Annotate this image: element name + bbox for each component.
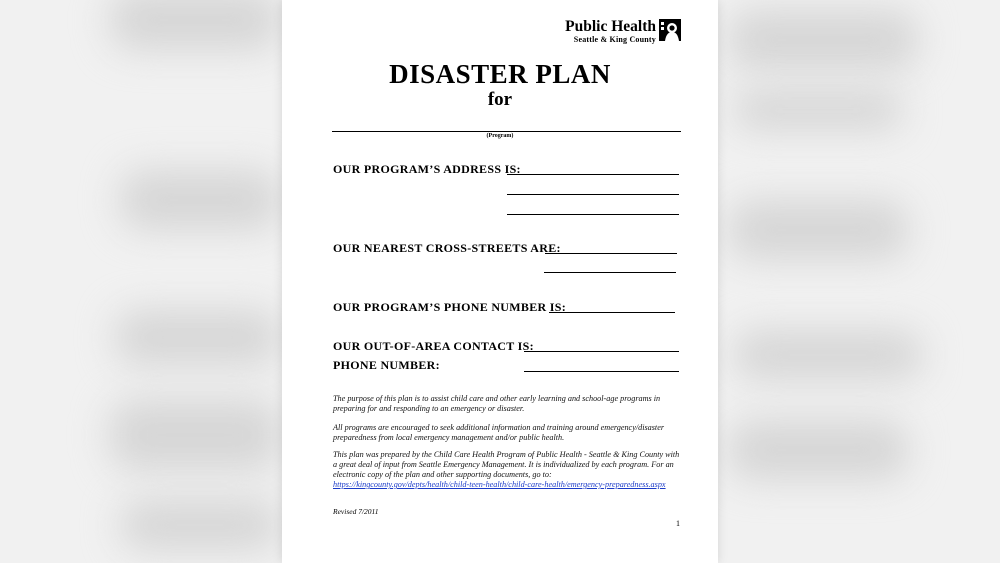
cross-streets-line-1[interactable]: [545, 253, 677, 254]
phone-line[interactable]: [549, 312, 675, 313]
contact-label: OUR OUT-OF-AREA CONTACT IS:: [333, 339, 534, 353]
document-page: [282, 0, 718, 563]
address-line-1[interactable]: [507, 174, 679, 175]
prepared-paragraph: [333, 450, 683, 490]
contact-phone-line[interactable]: [524, 371, 679, 372]
cross-streets-line-2[interactable]: [544, 272, 676, 273]
contact-phone-label: PHONE NUMBER:: [333, 358, 440, 372]
public-health-logo: [565, 19, 681, 45]
purpose-paragraph: The purpose of this plan is to assist child care and other early learning and school-age programs in preparing for and responding to an emergency or disaster.: [333, 394, 661, 413]
program-name-line[interactable]: [332, 131, 681, 132]
document-title: DISASTER PLAN: [389, 59, 611, 89]
address-line-2[interactable]: [507, 194, 679, 195]
background-left: [0, 0, 282, 563]
encourage-paragraph: All programs are encouraged to seek additional information and training around emergency/disaster preparedness from local emergency management and/or public health.: [333, 423, 665, 442]
page-number: 1: [676, 519, 680, 528]
address-label: OUR PROGRAM’S ADDRESS IS:: [333, 162, 521, 176]
phone-label: OUR PROGRAM’S PHONE NUMBER IS:: [333, 300, 566, 314]
king-county-logo-icon: [659, 19, 681, 41]
program-caption: (Program): [486, 133, 514, 139]
logo-subtitle: Seattle & King County: [573, 35, 656, 44]
logo-title: Public Health: [565, 18, 656, 35]
background-right: [718, 0, 1000, 563]
address-line-3[interactable]: [507, 214, 679, 215]
emergency-preparedness-link[interactable]: https://kingcounty.gov/depts/health/child-teen-health/child-care-health/emergency-preparedness.aspx: [333, 480, 666, 489]
revised-date: Revised 7/2011: [333, 507, 379, 516]
contact-line[interactable]: [524, 351, 679, 352]
document-subtitle: for: [487, 89, 513, 110]
cross-streets-label: OUR NEAREST CROSS-STREETS ARE:: [333, 241, 561, 255]
prepared-text: This plan was prepared by the Child Care Health Program of Public Health - Seattle & King County with a great deal of input from Seattle Emergency Management. It is individualized by each program. For an electronic copy of the plan and other supporting documents, go to:: [333, 450, 680, 479]
